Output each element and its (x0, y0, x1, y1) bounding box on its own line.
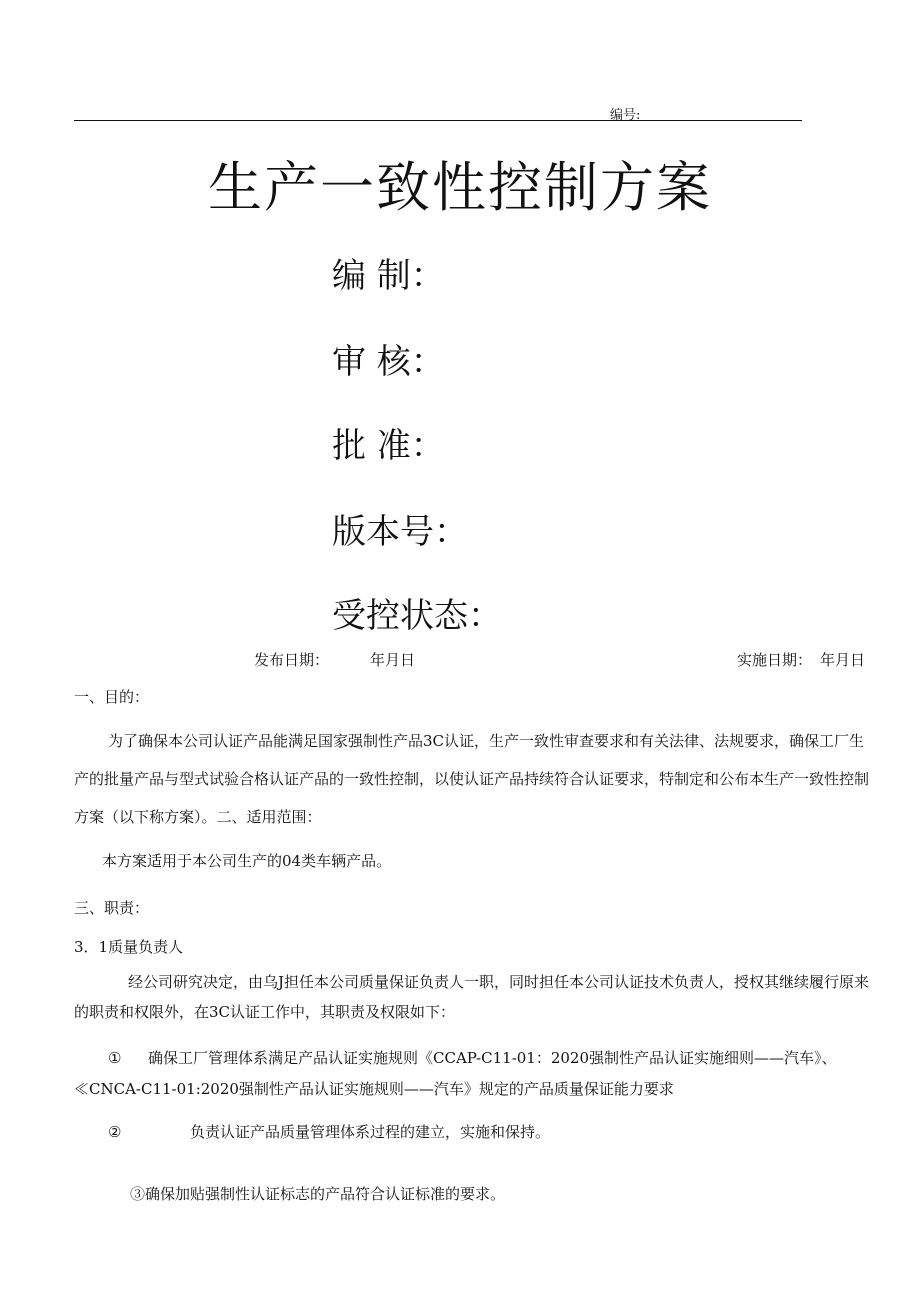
signature-approve: 批 准： (332, 426, 445, 466)
item-3-text: ③确保加贴强制性认证标志的产品符合认证标准的要求。 (130, 1185, 506, 1203)
quality-head-paragraph: 经公司研究决定，由乌J担任本公司质量保证负责人一职，同时担任本公司认证技术负责人，授权其继续履行原来的职责和权限外，在3C认证工作中，其职责及权限如下： (74, 973, 870, 1021)
header-rule (74, 120, 802, 121)
purpose-paragraph: 为了确保本公司认证产品能满足国家强制性产品3C认证，生产一致性审查要求和有关法律、法规要求，确保工厂生产的批量产品与型式试验合格认证产品的一致性控制，以使认证产品持续符合认证要求，特制定和公布本生产一致性控制方案（以下称方案）。二、适用范围： (74, 732, 870, 826)
duties-heading: 三、职责： (74, 899, 150, 917)
item-1-marker: ① (108, 1049, 122, 1067)
signature-compile: 编 制： (332, 256, 445, 296)
publish-date-value: 年月日 (370, 651, 416, 669)
item-1-text: 确保工厂管理体系满足产品认证实施规则《CCAP-C11-01：2020强制性产品认证实施细则——汽车》、≪CNCA-C11-01:2020强制性产品认证实施规则——汽车》规定的产品质量保证能力要求 (74, 1049, 837, 1098)
effective-date-label: 实施日期： (737, 651, 813, 669)
document-title: 生产一致性控制方案 (208, 156, 712, 219)
signature-review: 审 核： (332, 342, 445, 382)
control-status: 受控状态： (332, 596, 502, 636)
doc-number-label: 编号: (610, 108, 641, 123)
item-2-marker: ② (108, 1123, 122, 1141)
version-number: 版本号： (332, 512, 468, 552)
effective-date-value: 年月日 (820, 651, 866, 669)
purpose-heading: 一、目的： (74, 688, 150, 706)
publish-date-label: 发布日期： (254, 651, 330, 669)
scope-paragraph: 本方案适用于本公司生产的04类车辆产品。 (102, 852, 392, 870)
quality-head-heading: 3．1质量负责人 (74, 938, 184, 956)
item-2-text: 负责认证产品质量管理体系过程的建立，实施和保持。 (190, 1123, 551, 1141)
